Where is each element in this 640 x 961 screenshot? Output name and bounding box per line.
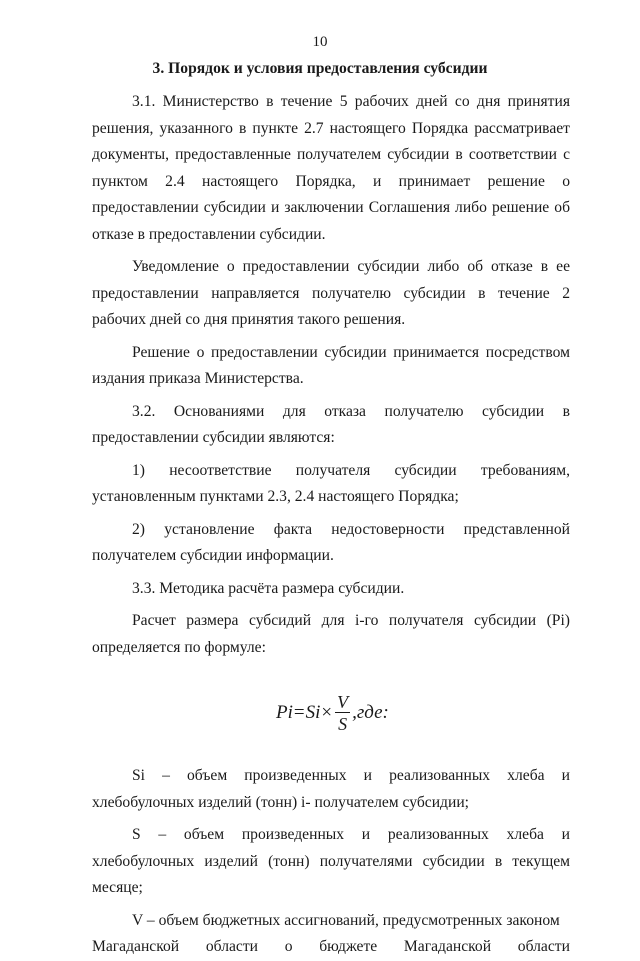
definition-v: V – объем бюджетных ассигнований, предусмотренных законом [132, 911, 560, 929]
list-item-1: 1) несоответствие получателя субсидии требованиям, установленным пунктами 2.3, 2.4 настоящего Порядка; [92, 461, 570, 505]
paragraph-decision: Решение о предоставлении субсидии принимается посредством издания приказа Министерства. [92, 343, 570, 387]
paragraph-notification: Уведомление о предоставлении субсидии либо об отказе в ее предоставлении направляется получателю субсидии в течение 2 рабочих дней со дня принятия такого решения. [92, 258, 570, 328]
formula-si: Si [305, 702, 321, 723]
list-item-2: 2) установление факта недостоверности представленной получателем субсидии информации. [92, 520, 570, 564]
paragraph-formula-intro: Расчет размера субсидий для i-го получателя субсидии (Pi) определяется по формуле: [92, 612, 570, 656]
paragraph-3-3: 3.3. Методика расчёта размера субсидии. [132, 579, 405, 597]
formula-times: × [321, 702, 333, 723]
formula-equals: = [293, 702, 305, 723]
section-title: 3. Порядок и условия предоставления субсидии [152, 60, 488, 77]
word: бюджете [319, 938, 378, 955]
subsidy-formula [92, 687, 570, 739]
word: области [205, 938, 259, 955]
formula-numerator: V [337, 691, 349, 712]
word: Магаданской [92, 938, 180, 955]
formula-denominator: S [338, 713, 348, 734]
paragraph-3-1: 3.1. Министерство в течение 5 рабочих дней со дня принятия решения, указанного в пункте 2.7 настоящего Порядка рассматривает документы, предоставленные получателем субсидии в соответствии с пунктом 2.4 настоящего Порядка, и принимает решение о предоставлении субсидии и заключении Соглашения либо решение об отказе в предоставлении субсидии. [92, 93, 570, 243]
paragraph-3-2: 3.2. Основаниями для отказа получателю субсидии в предоставлении субсидии являются: [92, 402, 570, 446]
definition-v-continuation [92, 934, 570, 961]
page-number: 10 [312, 34, 328, 50]
definition-si: Si – объем произведенных и реализованных хлеба и хлебобулочных изделий (тонн) i- получателем субсидии; [92, 767, 570, 811]
document-body [92, 89, 570, 961]
formula-tail: ,где: [352, 702, 389, 723]
definition-s: S – объем произведенных и реализованных хлеба и хлебобулочных изделий (тонн) получателями субсидии в текущем месяце; [92, 826, 570, 896]
word: области [517, 938, 570, 955]
formula-lhs: Pi [276, 702, 293, 723]
formula-fraction [335, 692, 350, 735]
word: о [284, 938, 293, 955]
word: Магаданской [403, 938, 492, 955]
